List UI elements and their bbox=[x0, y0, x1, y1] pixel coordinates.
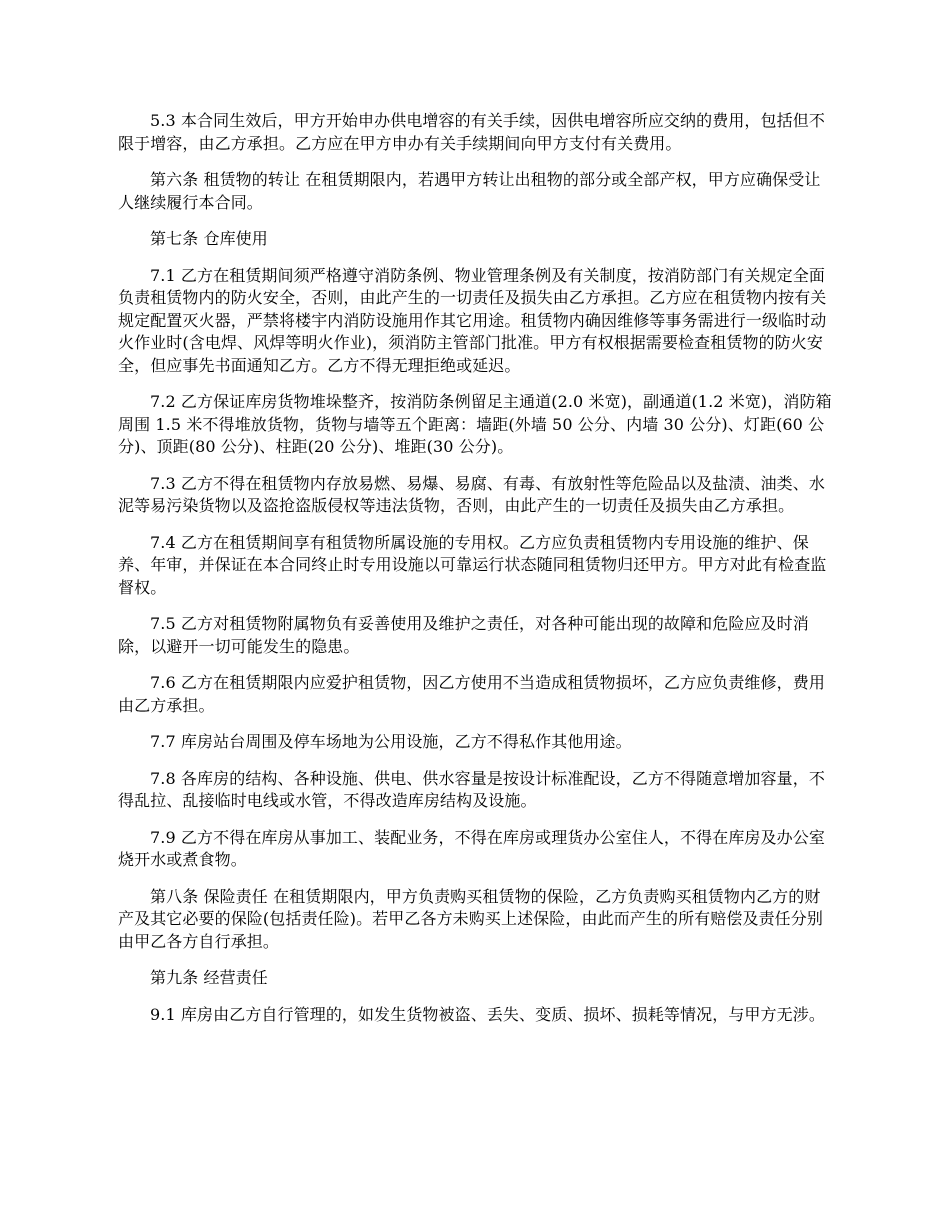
clause-7-5: 7.5 乙方对租赁物附属物负有妥善使用及维护之责任，对各种可能出现的故障和危险应及时消除，以避开一切可能发生的隐患。 bbox=[118, 614, 809, 656]
article-6-transfer: 第六条 租赁物的转让 在租赁期限内，若遇甲方转让出租物的部分或全部产权，甲方应确保受让人继续履行本合同。 bbox=[118, 170, 821, 212]
clause-7-7: 7.7 库房站台周围及停车场地为公用设施，乙方不得私作其他用途。 bbox=[150, 732, 632, 751]
clause-5-3: 5.3 本合同生效后，甲方开始申办供电增容的有关手续，因供电增容所应交纳的费用，包括但不限于增容，由乙方承担。乙方应在甲方申办有关手续期间向甲方支付有关费用。 bbox=[118, 111, 825, 153]
article-7-heading: 第七条 仓库使用 bbox=[150, 229, 268, 248]
clause-7-2: 7.2 乙方保证库房货物堆垛整齐，按消防条例留足主通道(2.0 米宽)，副通道(1.2 米宽)，消防箱周围 1.5 米不得堆放货物，货物与墙等五个距离：墙距(外墙 50 公分、内墙 30 公分)、灯距(60 公分)、顶距(80 公分)、柱距(20 公分)、堆距(30 公分)。 bbox=[118, 392, 832, 456]
clause-7-1: 7.1 乙方在租赁期间须严格遵守消防条例、物业管理条例及有关制度，按消防部门有关规定全面负责租赁物内的防火安全，否则，由此产生的一切责任及损失由乙方承担。乙方应在租赁物内按有关规定配置灭火器，严禁将楼宇内消防设施用作其它用途。租赁物内确因维修等事务需进行一级临时动火作业时(含电焊、风焊等明火作业)，须消防主管部门批准。甲方有权根据需要检查租赁物的防火安全，但应事先书面通知乙方。乙方不得无理拒绝或延迟。 bbox=[118, 265, 827, 375]
clause-7-3: 7.3 乙方不得在租赁物内存放易燃、易爆、易腐、有毒、有放射性等危险品以及盐渍、油类、水泥等易污染货物以及盗抢盗版侵权等违法货物，否则，由此产生的一切责任及损失由乙方承担。 bbox=[118, 473, 825, 515]
clause-7-9: 7.9 乙方不得在库房从事加工、装配业务，不得在库房或理货办公室住人，不得在库房及办公室烧开水或煮食物。 bbox=[118, 827, 825, 869]
clause-7-8: 7.8 各库房的结构、各种设施、供电、供水容量是按设计标准配设，乙方不得随意增加容量，不得乱拉、乱接临时电线或水管，不得改造库房结构及设施。 bbox=[118, 768, 825, 810]
clause-7-4: 7.4 乙方在租赁期间享有租赁物所属设施的专用权。乙方应负责租赁物内专用设施的维护、保养、年审，并保证在本合同终止时专用设施以可靠运行状态随同租赁物归还甲方。甲方对此有检查监督权。 bbox=[118, 532, 827, 597]
article-9-heading: 第九条 经营责任 bbox=[150, 968, 268, 987]
article-8-insurance: 第八条 保险责任 在租赁期限内，甲方负责购买租赁物的保险，乙方负责购买租赁物内乙方的财产及其它必要的保险(包括责任险)。若甲乙各方未购买上述保险，由此而产生的所有赔偿及责任分别由甲乙各方自行承担。 bbox=[118, 886, 823, 951]
clause-9-1: 9.1 库房由乙方自行管理的，如发生货物被盗、丢失、变质、损坏、损耗等情况，与甲方无涉。 bbox=[150, 1004, 825, 1024]
clause-7-6: 7.6 乙方在租赁期限内应爱护租赁物，因乙方使用不当造成租赁物损坏，乙方应负责维修，费用由乙方承担。 bbox=[118, 673, 825, 715]
